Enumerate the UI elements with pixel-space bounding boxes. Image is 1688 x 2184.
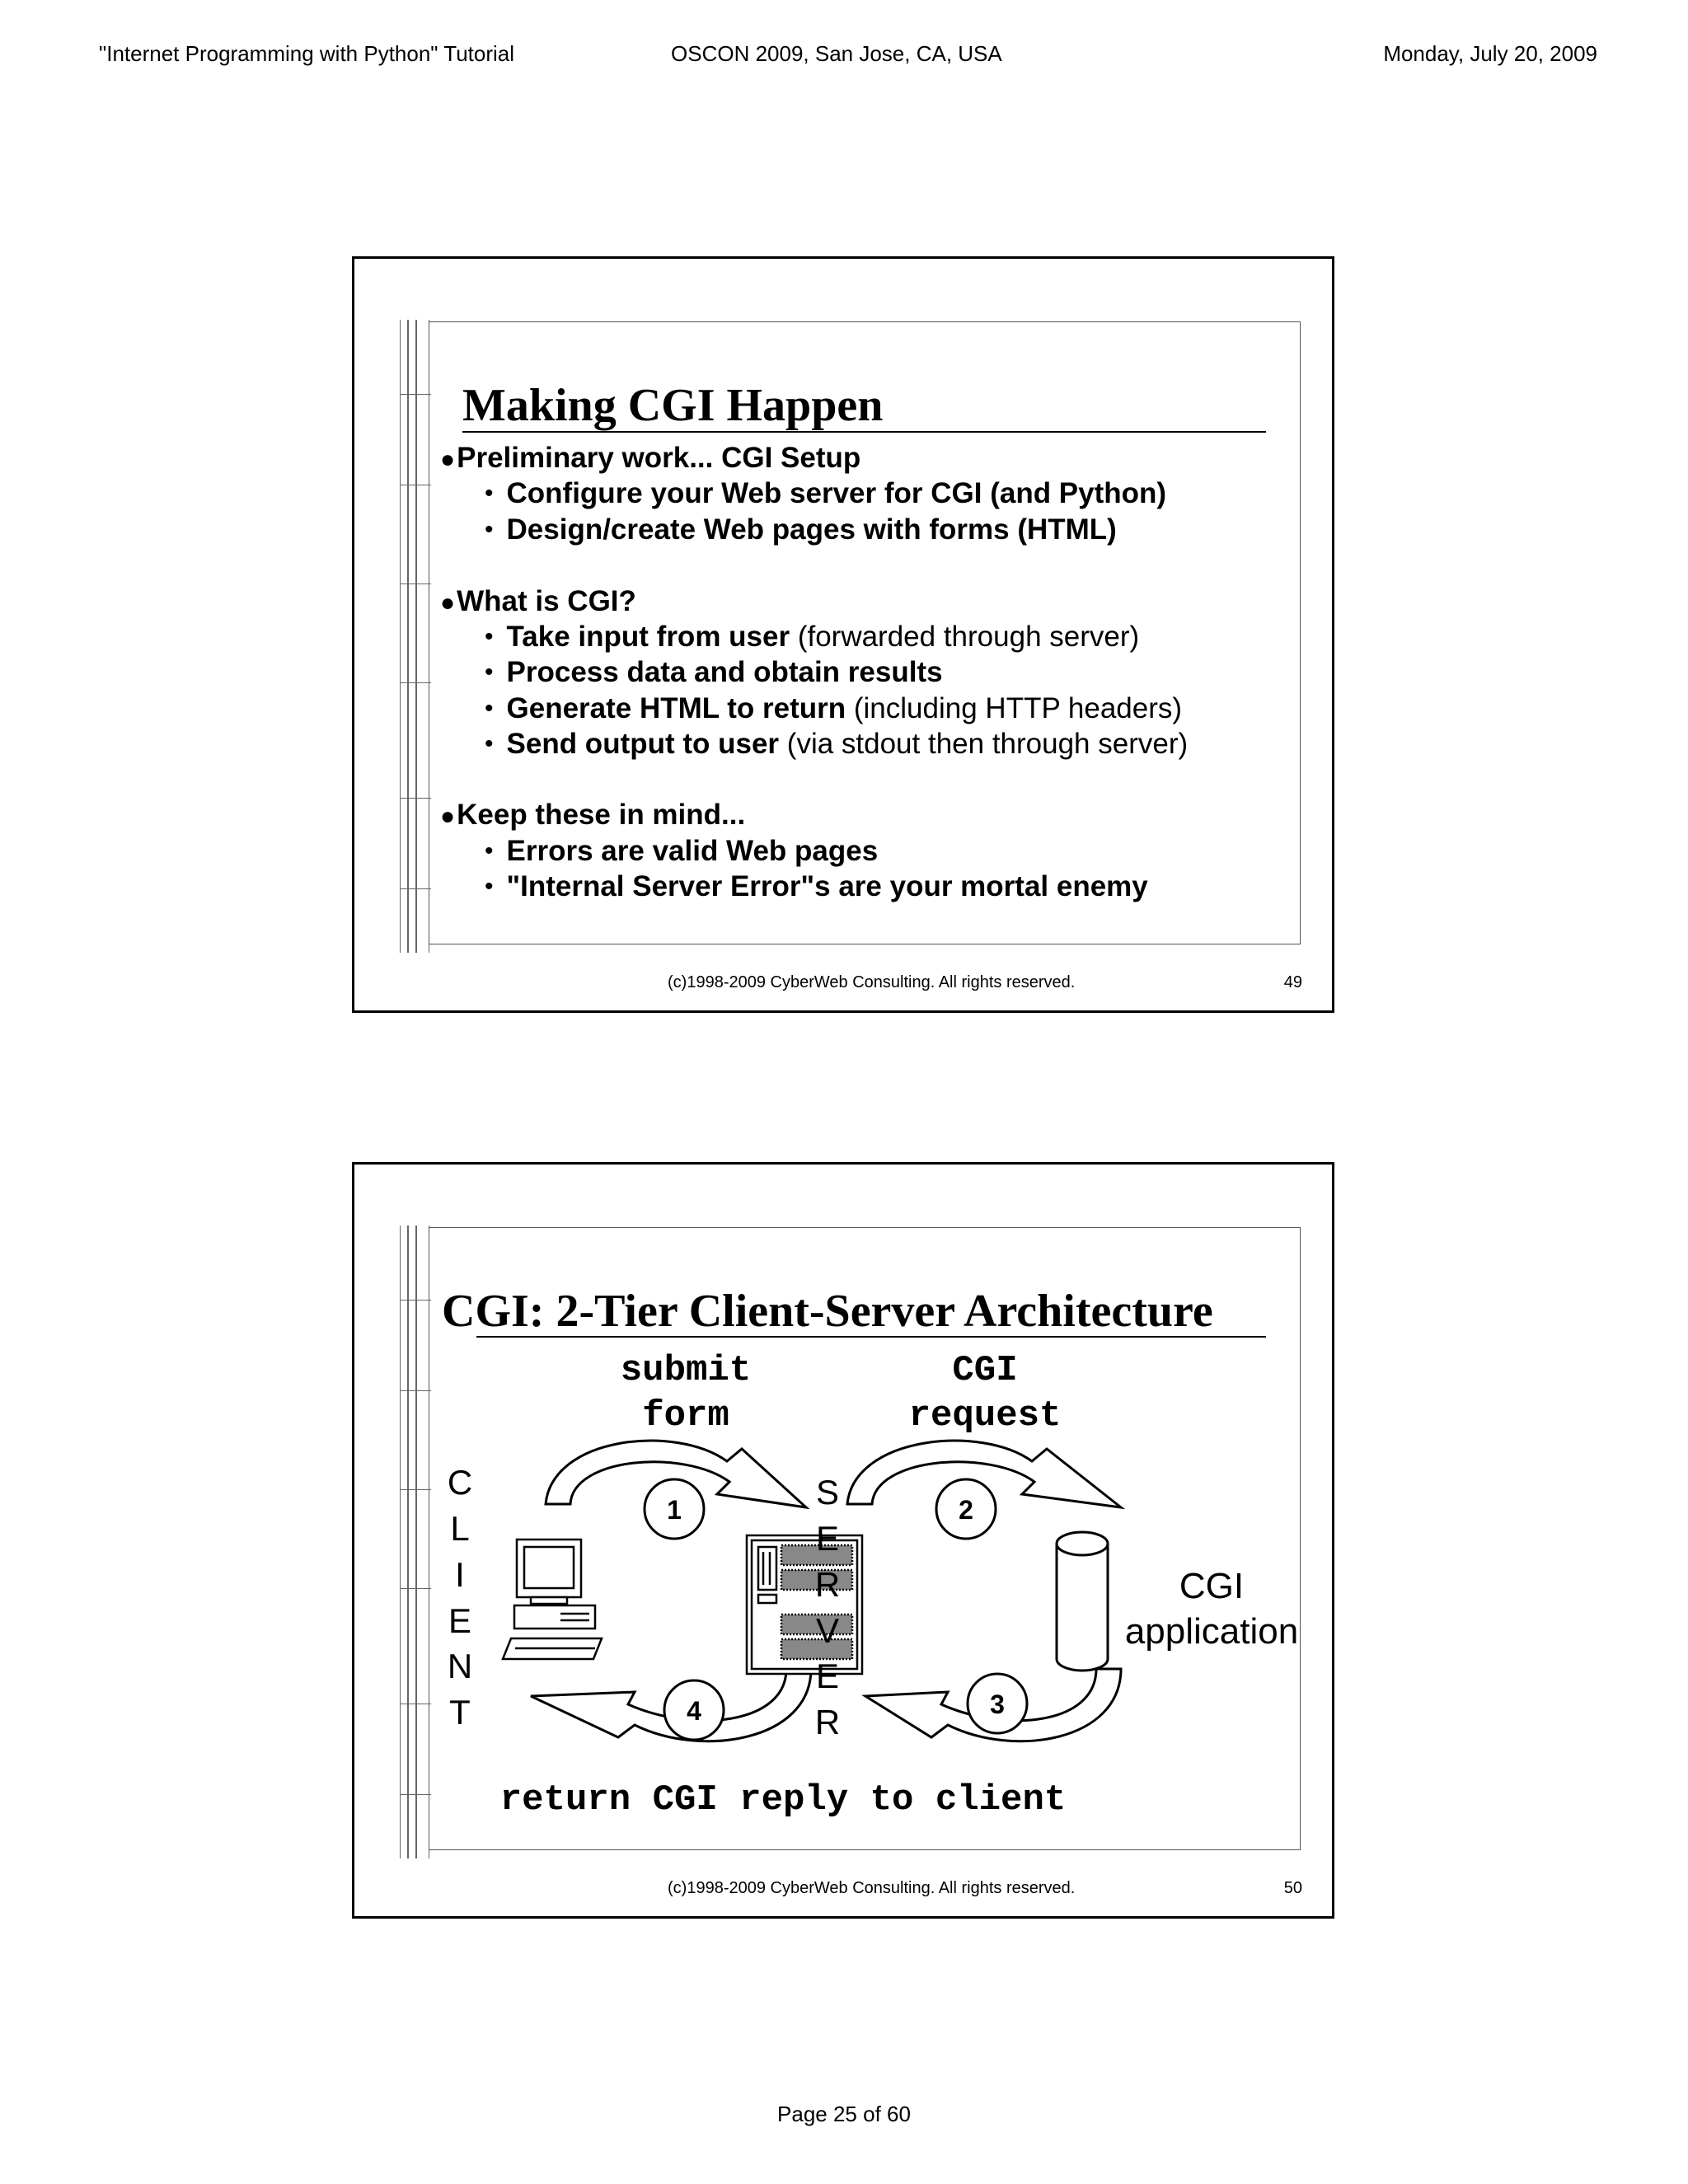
header-tutorial-title: "Internet Programming with Python" Tutorial [99,41,515,66]
step-number: 2 [959,1495,973,1525]
bullet-item: • Generate HTML to return (including HTTP headers) [485,691,1182,726]
label-cgi-request: CGI request [908,1350,1062,1436]
slide-title: Making CGI Happen [462,380,884,431]
header-date: Monday, July 20, 2009 [1383,41,1597,66]
label-submit-form: submit form [620,1350,752,1436]
step-number: 4 [687,1696,701,1726]
bullet-item: • Process data and obtain results [485,655,943,690]
slide-copyright: (c)1998-2009 CyberWeb Consulting. All rights reserved. [668,973,1076,991]
server-icon [747,1535,862,1674]
title-underline [462,431,1266,433]
bullet-item: • Configure your Web server for CGI (and Python) [485,476,1166,511]
bullet-heading: ● Keep these in mind... [440,798,745,832]
bullet-item: • Send output to user (via stdout then through server) [485,727,1188,762]
slide-copyright: (c)1998-2009 CyberWeb Consulting. All rights reserved. [668,1879,1076,1897]
page-number: Page 25 of 60 [777,2102,911,2126]
client-computer-icon [503,1540,602,1659]
bullet-heading: ● What is CGI? [440,584,636,619]
cgi-application-label: CGI application [1124,1566,1299,1652]
bullet-item: • Errors are valid Web pages [485,834,878,869]
server-vertical-label: S E R V E R [814,1473,841,1742]
bullet-heading: ● Preliminary work... CGI Setup [440,441,860,476]
step-number: 1 [667,1495,682,1525]
client-vertical-label: C L I E N T [447,1463,473,1732]
cgi-application-cylinder-icon [1057,1532,1108,1671]
bullet-item: • Design/create Web pages with forms (HTML) [485,513,1117,547]
slide-49 [352,256,1334,1013]
step-number: 3 [990,1690,1005,1719]
bullet-item: • "Internal Server Error"s are your mortal enemy [485,869,1148,904]
slide-title: CGI: 2-Tier Client-Server Architecture [442,1286,1213,1337]
slide-50 [352,1162,1334,1919]
header-conference: OSCON 2009, San Jose, CA, USA [671,41,1002,66]
label-return-reply: return CGI reply to client [499,1779,1067,1821]
bullet-item: • Take input from user (forwarded through server) [485,620,1139,654]
slide-number: 50 [1283,1879,1302,1897]
slide-number: 49 [1283,973,1302,991]
